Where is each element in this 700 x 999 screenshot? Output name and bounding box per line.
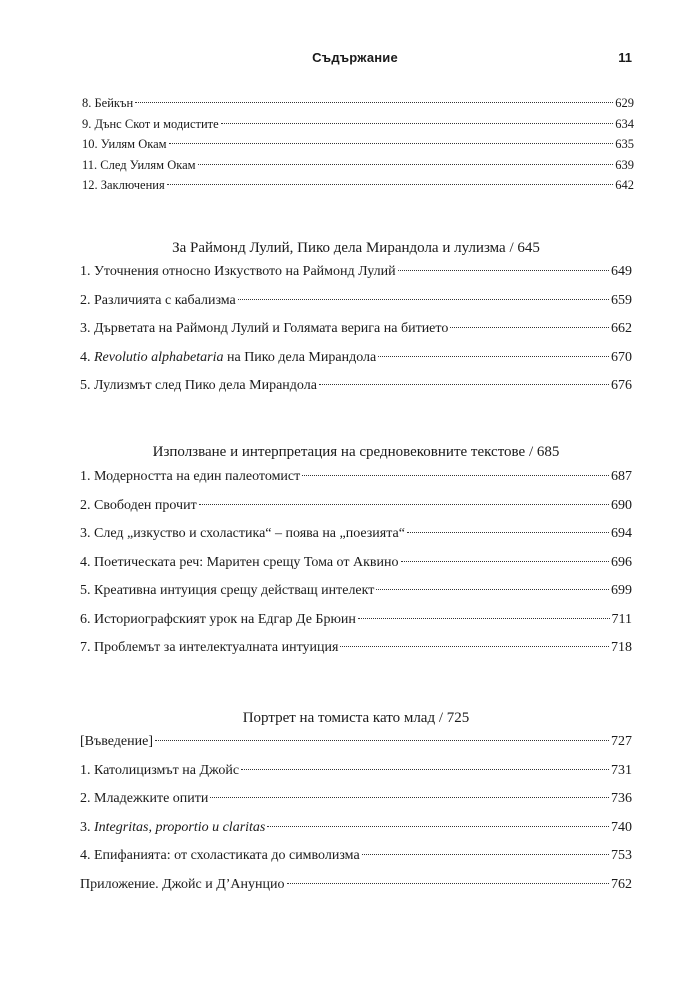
dot-leader [358, 618, 610, 619]
running-title: Съдържание [312, 50, 398, 65]
toc-entry-page: 753 [611, 848, 632, 863]
toc-entry-title: 12. Заключения [82, 178, 165, 192]
toc-entry-page: 699 [611, 583, 632, 598]
toc-entry [80, 763, 632, 792]
toc-entry-page: 642 [615, 178, 634, 192]
dot-leader [450, 327, 609, 328]
toc-entry [80, 612, 632, 641]
dot-leader [401, 561, 610, 562]
toc-entry [80, 321, 632, 350]
toc-entry-title: 6. Историографският урок на Едгар Де Брюин [80, 611, 356, 627]
toc-entry-title: 5. Лулизмът след Пико дела Мирандола [80, 378, 317, 393]
toc-entry [80, 583, 632, 612]
toc-entry-page: 711 [611, 611, 632, 627]
toc-entry [82, 158, 634, 179]
toc-entry-title: 9. Дънс Скот и модистите [82, 116, 219, 131]
toc-entry-title: 4. Поетическата реч: Маритен срещу Тома от Аквино [80, 554, 399, 570]
dot-leader [378, 356, 609, 357]
dot-leader [167, 184, 614, 185]
toc-entry [80, 791, 632, 820]
toc-entry-title: 7. Проблемът за интелектуалната интуиция [80, 640, 339, 655]
toc-section-heading: Използване и интерпретация на средновековните текстове / 685 [152, 444, 560, 460]
toc-section-heading: За Раймонд Лулий, Пико дела Мирандола и лулизма / 645 [172, 240, 540, 256]
page-header [80, 50, 630, 70]
toc-entry [80, 469, 632, 498]
toc-entry [80, 293, 632, 322]
toc-entry-page: 670 [611, 349, 632, 365]
toc-entry [82, 137, 634, 158]
toc-section-continued [82, 96, 634, 199]
toc-entry-title: 4. Епифанията: от схоластиката до символизма [80, 848, 360, 863]
toc-entry [82, 178, 634, 199]
toc-entry-page: 649 [611, 264, 632, 279]
toc-entry-title: Приложение. Джойс и Д’Анунцио [80, 876, 285, 892]
toc-entry-page: 740 [611, 819, 632, 835]
toc-entry-page: 694 [611, 526, 632, 541]
toc-entry-page: 731 [611, 762, 632, 778]
dot-leader [267, 826, 609, 827]
toc-entry-title: 3. Integritas, proportio и claritas [80, 819, 266, 835]
toc-entry-title: 5. Креативна интуиция срещу действащ интелект [80, 583, 375, 598]
dot-leader [287, 883, 609, 884]
toc-section-medieval-texts [80, 469, 632, 669]
toc-entry-title: 10. Уилям Окам [82, 137, 167, 151]
toc-section-lull [80, 264, 632, 407]
toc-entry-page: 718 [611, 640, 632, 655]
toc-entry [80, 264, 632, 293]
dot-leader [241, 769, 609, 770]
toc-entry-page: 687 [611, 469, 632, 484]
dot-leader [169, 143, 614, 144]
dot-leader [319, 384, 609, 385]
toc-entry [80, 526, 632, 555]
toc-entry-title: 3. Дърветата на Раймонд Лулий и Голямата верига на битието [80, 321, 449, 336]
toc-entry-page: 634 [615, 116, 634, 131]
toc-entry [80, 555, 632, 584]
toc-entry-page: 629 [615, 96, 634, 110]
dot-leader [398, 270, 609, 271]
toc-entry-title: [Въведение] [80, 734, 153, 749]
toc-entry [80, 820, 632, 849]
toc-entry-title: 4. Revolutio alphabetaria на Пико дела Мирандола [80, 349, 377, 365]
dot-leader [155, 740, 609, 741]
toc-entry-page: 762 [611, 876, 632, 892]
toc-entry-title: 1. Модерността на един палеотомист [80, 469, 301, 484]
toc-entry [82, 117, 634, 138]
toc-entry-page: 676 [611, 378, 632, 393]
toc-entry-title: 8. Бейкън [82, 96, 134, 110]
toc-entry-page: 736 [611, 791, 632, 806]
dot-leader [221, 123, 614, 124]
toc-entry-title: 3. След „изкуство и схоластика“ – поява на „поезията“ [80, 526, 405, 541]
toc-entry-title: 2. Свободен прочит [80, 497, 197, 513]
page-number: 11 [618, 50, 632, 65]
toc-section-thomist-portrait [80, 734, 632, 905]
toc-section-heading: Портрет на томиста като млад / 725 [242, 710, 470, 726]
toc-entry-title: 1. Католицизмът на Джойс [80, 762, 240, 778]
dot-leader [340, 646, 609, 647]
dot-leader [199, 504, 609, 505]
toc-entry [82, 96, 634, 117]
dot-leader [376, 589, 609, 590]
toc-entry [80, 378, 632, 407]
dot-leader [135, 102, 613, 103]
dot-leader [362, 854, 609, 855]
toc-entry-page: 635 [615, 137, 634, 151]
toc-entry-page: 639 [615, 157, 634, 172]
toc-entry-title: 2. Младежките опити [80, 791, 209, 806]
dot-leader [210, 797, 609, 798]
toc-entry-page: 727 [611, 734, 632, 749]
toc-entry [80, 350, 632, 379]
toc-entry-page: 690 [611, 497, 632, 513]
toc-entry [80, 640, 632, 669]
dot-leader [198, 164, 614, 165]
toc-entry-title: 1. Уточнения относно Изкуството на Раймонд Лулий [80, 264, 396, 279]
toc-entry [80, 734, 632, 763]
dot-leader [407, 532, 609, 533]
dot-leader [238, 299, 609, 300]
toc-entry-title: 2. Различията с кабализма [80, 292, 236, 308]
dot-leader [302, 475, 609, 476]
toc-entry [80, 877, 632, 906]
toc-entry-page: 696 [611, 554, 632, 570]
toc-entry-page: 659 [611, 292, 632, 308]
toc-entry [80, 848, 632, 877]
toc-entry-title: 11. След Уилям Окам [82, 157, 196, 172]
toc-entry [80, 498, 632, 527]
toc-entry-page: 662 [611, 321, 632, 336]
